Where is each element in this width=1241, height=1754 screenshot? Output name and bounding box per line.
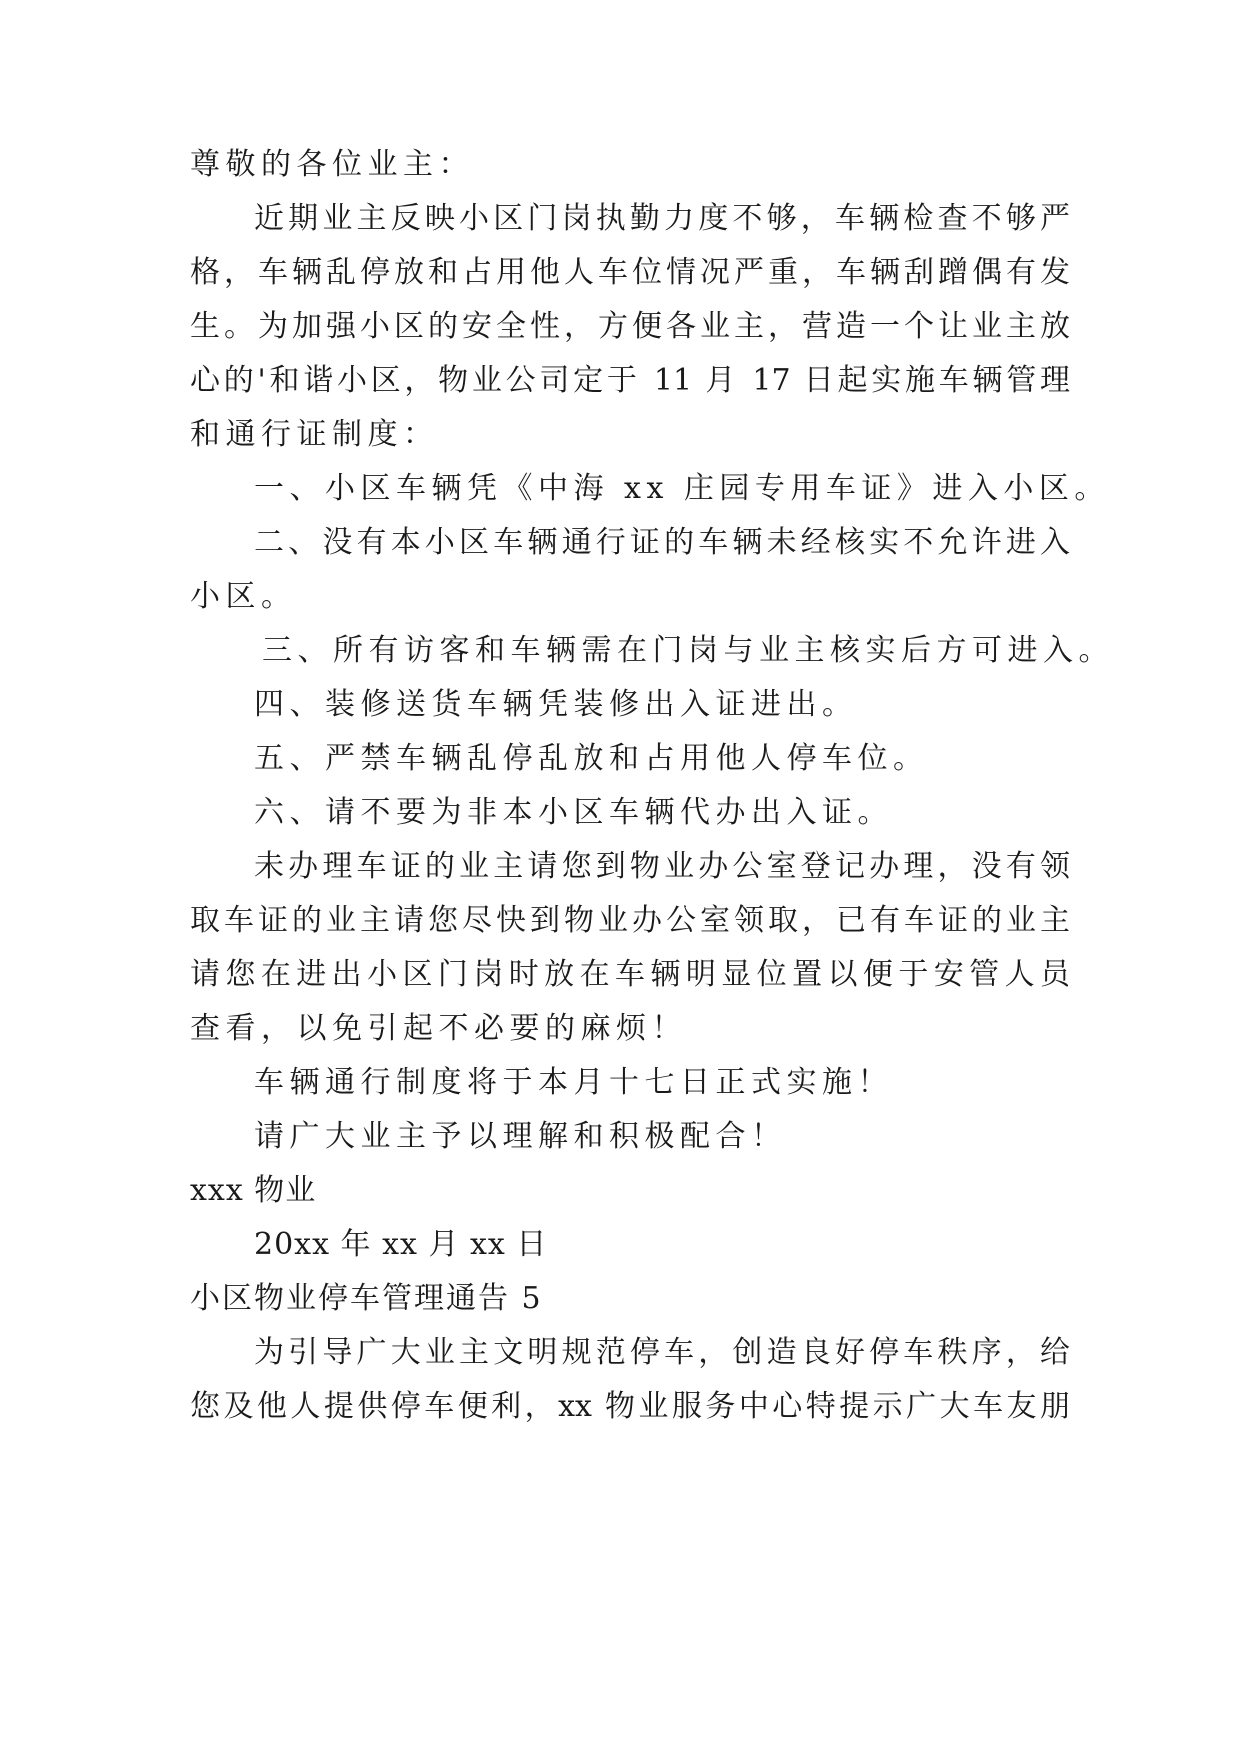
salutation: 尊敬的各位业主： xyxy=(190,147,474,182)
signature: xxx 物业 xyxy=(190,1173,317,1208)
section-line-2: 您及他人提供停车便利，xx 物业服务中心特提示广大车友朋 xyxy=(190,1389,1070,1424)
section-line-1: 为引导广大业主文明规范停车，创造良好停车秩序，给 xyxy=(254,1335,1070,1370)
rule-1: 一、小区车辆凭《中海 xx 庄园专用车证》进入小区。 xyxy=(254,471,1110,506)
notice-line-1: 未办理车证的业主请您到物业办公室登记办理，没有领 xyxy=(254,849,1070,884)
rule-2-continued: 小区。 xyxy=(190,579,297,614)
rule-6: 六、请不要为非本小区车辆代办出入证。 xyxy=(254,795,893,830)
rule-3: 三、所有访客和车辆需在门岗与业主核实后方可进入。 xyxy=(262,633,1114,668)
rule-2: 二、没有本小区车辆通行证的车辆未经核实不允许进入 xyxy=(254,525,1070,560)
intro-line-5: 和通行证制度： xyxy=(190,417,439,452)
intro-line-2: 格，车辆乱停放和占用他人车位情况严重，车辆刮蹭偶有发 xyxy=(190,255,1070,290)
rule-5: 五、严禁车辆乱停乱放和占用他人停车位。 xyxy=(254,741,929,776)
rule-4: 四、装修送货车辆凭装修出入证进出。 xyxy=(254,687,858,722)
section-title: 小区物业停车管理通告 5 xyxy=(190,1281,543,1316)
notice-line-2: 取车证的业主请您尽快到物业办公室领取，已有车证的业主 xyxy=(190,903,1070,938)
closing-line-2: 请广大业主予以理解和积极配合！ xyxy=(254,1119,787,1154)
notice-line-4: 查看，以免引起不必要的麻烦！ xyxy=(190,1011,687,1046)
intro-line-4: 心的'和谐小区，物业公司定于 11 月 17 日起实施车辆管理 xyxy=(190,363,1070,398)
notice-line-3: 请您在进出小区门岗时放在车辆明显位置以便于安管人员 xyxy=(190,957,1070,992)
date: 20xx 年 xx 月 xx 日 xyxy=(254,1227,548,1262)
intro-line-3: 生。为加强小区的安全性，方便各业主，营造一个让业主放 xyxy=(190,309,1070,344)
intro-line-1: 近期业主反映小区门岗执勤力度不够，车辆检查不够严 xyxy=(254,201,1070,236)
closing-line-1: 车辆通行制度将于本月十七日正式实施！ xyxy=(254,1065,893,1100)
